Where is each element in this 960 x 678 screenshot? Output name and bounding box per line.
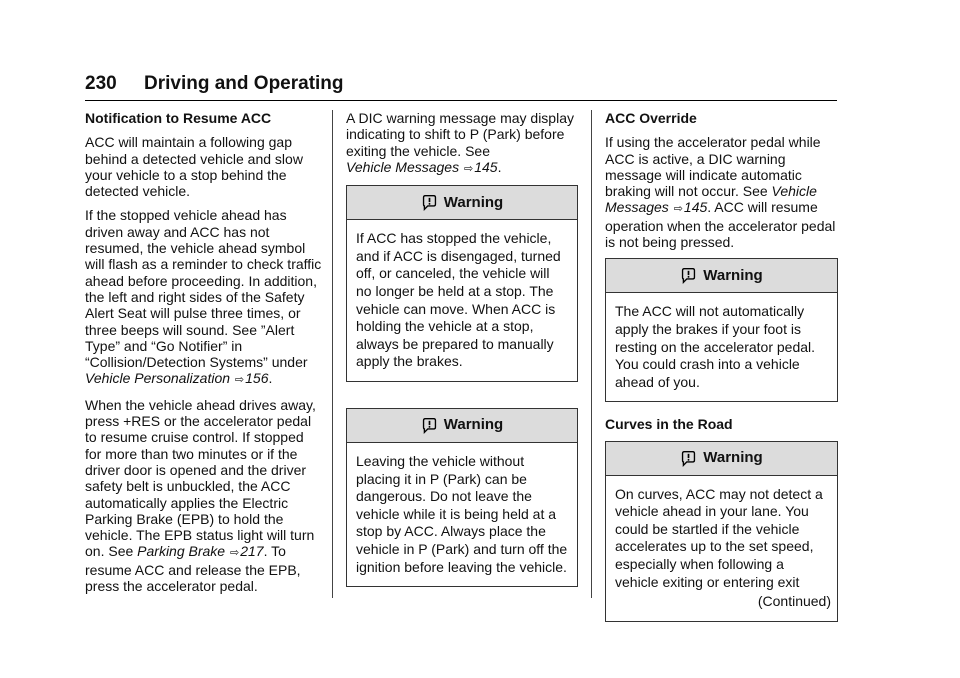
warning-title: Warning	[703, 448, 763, 466]
warning-text: The ACC will not automatically apply the brakes if your foot is resting on the accelerator pedal. You could crash into a vehicle ahead of you.	[615, 303, 816, 390]
warning-header	[347, 409, 577, 443]
subsection-heading: ACC Override	[605, 110, 697, 126]
page-header	[85, 70, 837, 101]
warning-text: If ACC has stopped the vehicle, and if ACC is disengaged, turned off, or canceled, the vehicle will no longer be held at a stop. The vehicle can move. When ACC is holding the vehicle at a stop, always be prepared to manually apply the brakes.	[356, 230, 561, 370]
page-reference-number[interactable]: 156	[245, 370, 269, 387]
column-divider	[332, 110, 333, 598]
cross-reference-link[interactable]: Vehicle Personalization	[85, 370, 231, 387]
warning-body	[606, 476, 837, 621]
page-reference-icon: ⇨	[673, 203, 683, 216]
subsection-heading: Curves in the Road	[605, 416, 733, 433]
warning-header	[347, 186, 577, 220]
page-reference-number[interactable]: 217	[240, 543, 264, 560]
warning-title: Warning	[703, 266, 763, 284]
warning-box	[346, 185, 578, 382]
paragraph	[85, 397, 323, 595]
paragraph-text: . ACC will resume operation when the accelerator pedal is not being pressed.	[605, 199, 836, 251]
page-reference-icon: ⇨	[463, 162, 474, 175]
warning-title: Warning	[443, 193, 504, 211]
continued-label: (Continued)	[757, 593, 831, 610]
paragraph-text: If the stopped vehicle ahead has driven away and ACC has not resumed, the vehicle ahead symbol will flash as a reminder to check traffic ahead before proceeding. In addition, the left and right sides of the Safety Alert Seat will pulse three times, or three beeps will sound. See ”Alert Type” and “Go Notifier” in “Collision/Detection Systems” under	[85, 207, 322, 371]
warning-header	[606, 259, 837, 293]
paragraph-text: When the vehicle ahead drives away, press +RES or the accelerator pedal to resume cruise control. If stopped for more than two minutes or if the driver door is opened and the driver safety belt is unbuckled, the ACC automatically applies the Electric Parking Brake (EPB) to hold the vehicle. The EPB status light will turn on. See	[85, 396, 316, 560]
page-reference-number[interactable]: 145	[474, 158, 498, 175]
warning-box	[346, 408, 578, 587]
paragraph	[346, 110, 578, 177]
page-number: 230	[85, 73, 117, 94]
warning-text: On curves, ACC may not detect a vehicle ahead in your lane. You could be startled if the vehicle accelerates up to the set speed, especially when following a vehicle exiting or entering exit	[615, 485, 823, 590]
warning-box	[605, 441, 838, 622]
warning-box	[605, 258, 838, 402]
column-divider	[591, 110, 592, 598]
column-right	[605, 110, 838, 622]
warning-icon	[421, 417, 438, 434]
paragraph-text: .	[497, 158, 502, 175]
warning-icon	[421, 194, 438, 211]
paragraph-text: .	[268, 370, 273, 387]
page-reference-icon: ⇨	[229, 547, 240, 560]
warning-icon	[680, 450, 697, 467]
page-reference-icon: ⇨	[234, 374, 245, 387]
paragraph	[605, 134, 838, 250]
cross-reference-link[interactable]: Parking Brake	[137, 543, 226, 560]
cross-reference-link[interactable]: Vehicle Messages	[346, 158, 460, 175]
paragraph-text: If using the accelerator pedal while ACC is active, a DIC warning message will indicate automatic braking will not occur. See	[605, 134, 821, 200]
cross-reference-link[interactable]: Vehicle Messages	[605, 183, 817, 216]
paragraph	[85, 207, 323, 388]
section-title: Driving and Operating	[144, 73, 344, 94]
warning-text: Leaving the vehicle without placing it in P (Park) can be dangerous. Do not leave the vehicle while it is being held at a stop by ACC. Always place the vehicle in P (Park) and turn off the ignition before leaving the vehicle.	[356, 452, 568, 575]
paragraph-text: A DIC warning message may display indicating to shift to P (Park) before exiting the vehicle. See	[346, 110, 574, 159]
paragraph-text: . To resume ACC and release the EPB, press the accelerator pedal.	[85, 543, 301, 595]
warning-title: Warning	[443, 416, 504, 434]
page-reference-number[interactable]: 145	[683, 199, 708, 216]
column-left	[85, 110, 323, 602]
warning-icon	[680, 267, 697, 284]
subsection-heading: Notification to Resume ACC	[85, 110, 272, 126]
column-middle	[346, 110, 578, 587]
paragraph: ACC will maintain a following gap behind a detected vehicle and slow your vehicle to a stop behind the detected vehicle.	[85, 134, 303, 200]
warning-header	[606, 442, 837, 476]
